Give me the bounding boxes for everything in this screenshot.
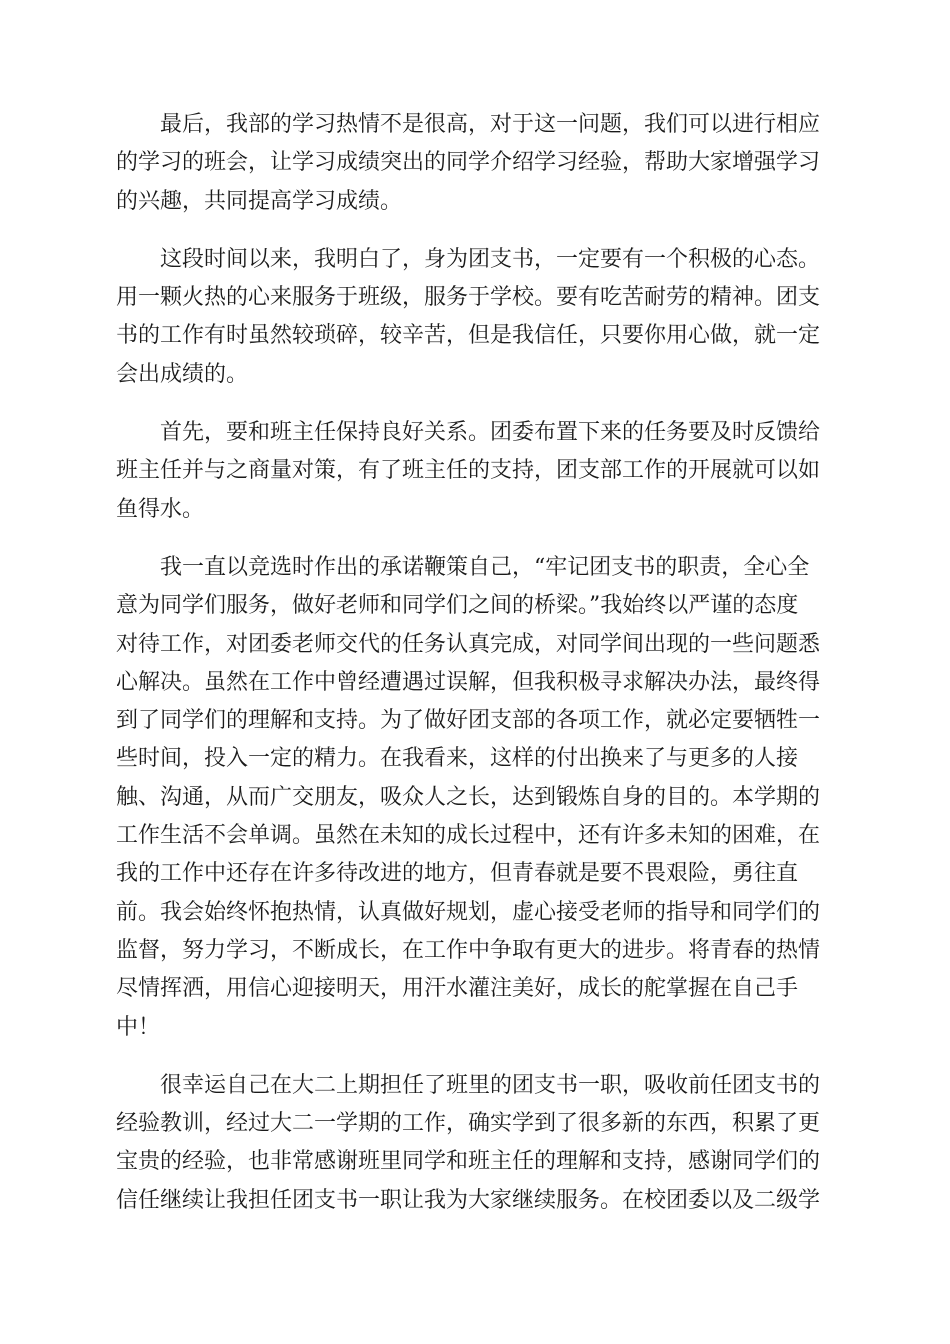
text-line: 用一颗火热的心来服务于班级，服务于学校。要有吃苦耐劳的精神。团支 [116, 285, 821, 311]
text-line: 我一直以竞选时作出的承诺鞭策自己，“牢记团支书的职责，全心全 [160, 554, 810, 580]
text-line: 我的工作中还存在许多待改进的地方，但青春就是要不畏艰险，勇往直 [116, 861, 799, 887]
text-line: 触、沟通，从而广交朋友，吸众人之长，达到锻炼自身的目的。本学期的 [116, 784, 821, 810]
text-line: 很幸运自己在大二上期担任了班里的团支书一职，吸收前任团支书的 [160, 1072, 821, 1098]
document-body [116, 106, 834, 1240]
text-line: 的学习的班会，让学习成绩突出的同学介绍学习经验，帮助大家增强学习 [116, 150, 821, 176]
text-line: 心解决。虽然在工作中曾经遭遇过误解，但我积极寻求解决办法，最终得 [116, 669, 821, 695]
text-line: 最后，我部的学习热情不是很高，对于这一问题，我们可以进行相应 [160, 112, 821, 137]
paragraph-study-enthusiasm [116, 106, 834, 221]
text-line: 会出成绩的。 [116, 361, 249, 387]
text-line: 对待工作，对团委老师交代的任务认真完成，对同学间出现的一些问题悉 [116, 631, 821, 657]
text-line: 尽情挥洒，用信心迎接明天，用汗水灌注美好，成长的舵掌握在自己手 [116, 976, 799, 1002]
text-line: 信任继续让我担任团支书一职让我为大家继续服务。在校团委以及二级学 [116, 1187, 821, 1213]
text-line: 首先，要和班主任保持良好关系。团委布置下来的任务要及时反馈给 [160, 420, 821, 446]
paragraph-second-year-experience [116, 1067, 834, 1220]
text-line: 鱼得水。 [116, 496, 205, 522]
paragraph-commitment [116, 549, 834, 1047]
text-line: 工作生活不会单调。虽然在未知的成长过程中，还有许多未知的困难，在 [116, 823, 821, 849]
text-line: 中！ [116, 1014, 161, 1040]
text-line: 些时间，投入一定的精力。在我看来，这样的付出换来了与更多的人接 [116, 746, 799, 772]
text-line: 书的工作有时虽然较琐碎，较辛苦，但是我信任，只要你用心做，就一定 [116, 323, 821, 349]
text-line: 的兴趣，共同提高学习成绩。 [116, 188, 403, 214]
text-line: 宝贵的经验，也非常感谢班里同学和班主任的理解和支持，感谢同学们的 [116, 1149, 821, 1175]
text-line: 这段时间以来，我明白了，身为团支书，一定要有一个积极的心态。 [160, 246, 821, 272]
text-line: 前。我会始终怀抱热情，认真做好规划，虚心接受老师的指导和同学们的 [116, 899, 821, 925]
text-line: 班主任并与之商量对策，有了班主任的支持，团支部工作的开展就可以如 [116, 458, 821, 484]
text-line: 到了同学们的理解和支持。为了做好团支部的各项工作，就必定要牺牲一 [116, 708, 821, 734]
text-line: 意为同学们服务，做好老师和同学们之间的桥梁。”我始终以严谨的态度 [116, 593, 799, 619]
text-line: 经验教训，经过大二一学期的工作，确实学到了很多新的东西，积累了更 [116, 1111, 821, 1137]
paragraph-positive-attitude [116, 241, 834, 394]
paragraph-class-teacher-relations [116, 414, 834, 529]
text-line: 监督，努力学习，不断成长，在工作中争取有更大的进步。将青春的热情 [116, 937, 821, 963]
